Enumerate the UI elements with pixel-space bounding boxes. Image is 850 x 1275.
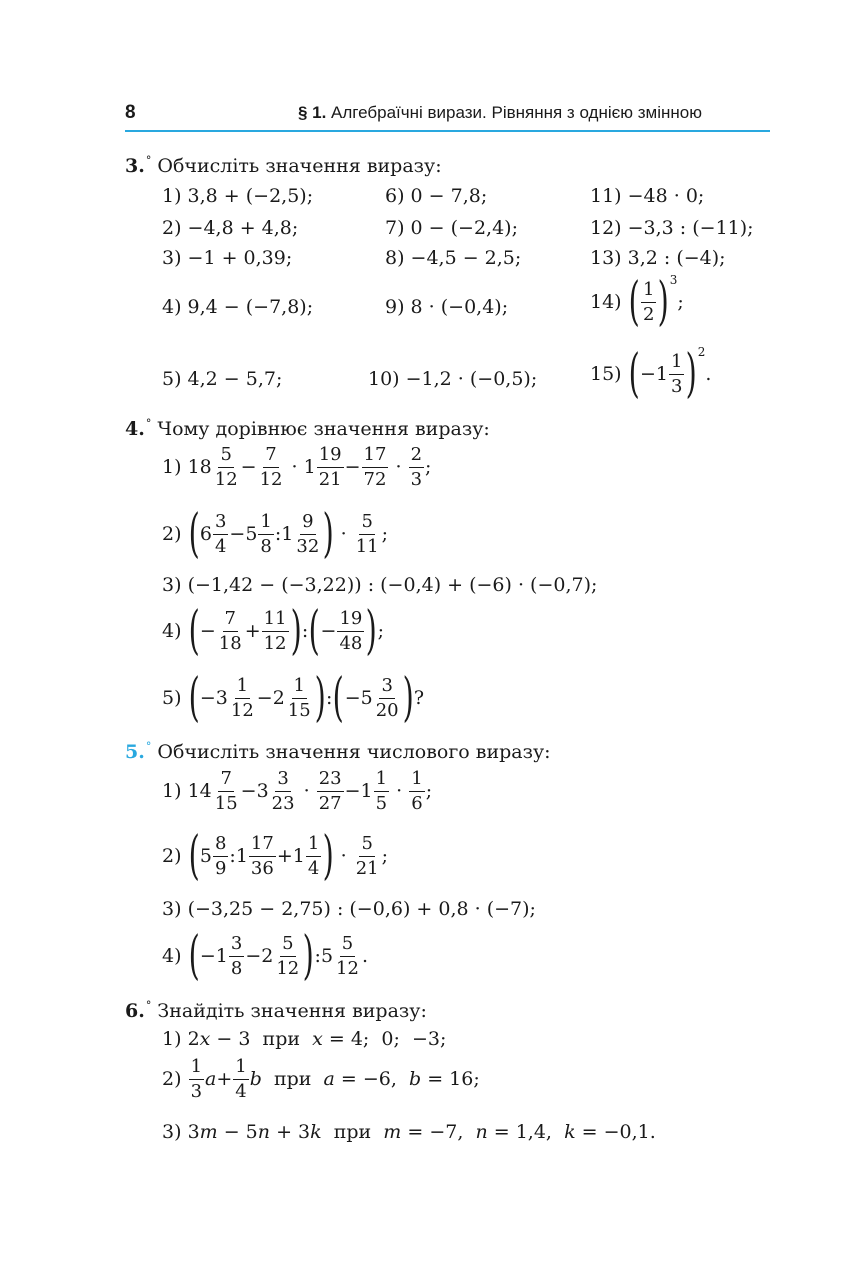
- p3-item-4: 4) 9,4 − (−7,8);: [162, 296, 314, 318]
- p3-item-3: 3) −1 + 0,39;: [162, 247, 293, 269]
- p3-item-12: 12) −3,3 : (−11);: [590, 217, 754, 239]
- p3-item-15: 15) ( −1 1 3 ) 2 .: [590, 344, 712, 404]
- problem-4-heading: 4.° Чому дорівнює значення виразу:: [125, 417, 490, 440]
- problem-6-heading: 6.° Знайдіть значення виразу:: [125, 999, 427, 1022]
- problem-3-heading: 3.° Обчисліть значення виразу:: [125, 154, 442, 177]
- p5-expr-3: 3) (−3,25 − 2,75) : (−0,6) + 0,8 · (−7);: [162, 898, 536, 920]
- p3-item-11: 11) −48 · 0;: [590, 185, 705, 207]
- p3-item-14: 14) ( 1 2 ) 3 ;: [590, 272, 684, 332]
- page-header: [125, 100, 770, 132]
- p4-expr-4: 4) ( − $\frac{7}{18}$ + $\frac{11}{12}$ ) : ( − $\frac{19}{48}$ ) ;: [162, 601, 385, 661]
- page-number: 8: [125, 102, 136, 123]
- p3-item-8: 8) −4,5 − 2,5;: [385, 247, 522, 269]
- p6-expr-2: 2) 1 3 a + $\frac{1}{4}$ b при a = −6, b = 16;: [162, 1056, 480, 1102]
- p3-item-2: 2) −4,8 + 4,8;: [162, 217, 299, 239]
- p3-item-10: 10) −1,2 · (−0,5);: [368, 368, 538, 390]
- p6-expr-1: 1) 2x − 3 при x = 4; 0; −3;: [162, 1028, 447, 1050]
- p5-expr-2: 2) ( 5 8 9 : 1 17 36 + 1 1 4 ) · 5 21 ;: [162, 826, 389, 886]
- p6-expr-3: 3) 3m − 5n + 3k при m = −7, n = 1,4, k = −0,1.: [162, 1121, 656, 1143]
- p3-item-7: 7) 0 − (−2,4);: [385, 217, 518, 239]
- section-title: § 1. Алгебраїчні вирази. Рівняння з однією змінною: [297, 103, 702, 122]
- p4-expr-2: 2) ( 6 3 4 − 5 1 8 : 1 9 32 ) · 5 11 ;: [162, 504, 389, 564]
- p3-item-13: 13) 3,2 : (−4);: [590, 247, 726, 269]
- p3-item-6: 6) 0 − 7,8;: [385, 185, 488, 207]
- p4-expr-5: 5) ( −3 1 12 − 2 1 15 ) : ( −5 3 20 ) ?: [162, 668, 425, 728]
- p4-expr-1: 1) 18 5 12 − $\frac{7}{12}$ · 1 19 21 − $\frac{17}{72}$ · 2 3 ;: [162, 444, 432, 490]
- p5-expr-4: 4) ( −1 3 8 − 2 5 12 ) : 5 5 12 .: [162, 926, 368, 986]
- p3-item-5: 5) 4,2 − 5,7;: [162, 368, 283, 390]
- p4-expr-3: 3) (−1,42 − (−3,22)) : (−0,4) + (−6) · (−0,7);: [162, 574, 598, 596]
- p5-expr-1: 1) 14 7 15 − 3 3 23 · 23 27 − 1 1 5 · 1 6 ;: [162, 768, 433, 814]
- p3-item-1: 1) 3,8 + (−2,5);: [162, 185, 314, 207]
- problem-5-heading: 5.° Обчисліть значення числового виразу:: [125, 740, 551, 763]
- p3-item-9: 9) 8 · (−0,4);: [385, 296, 509, 318]
